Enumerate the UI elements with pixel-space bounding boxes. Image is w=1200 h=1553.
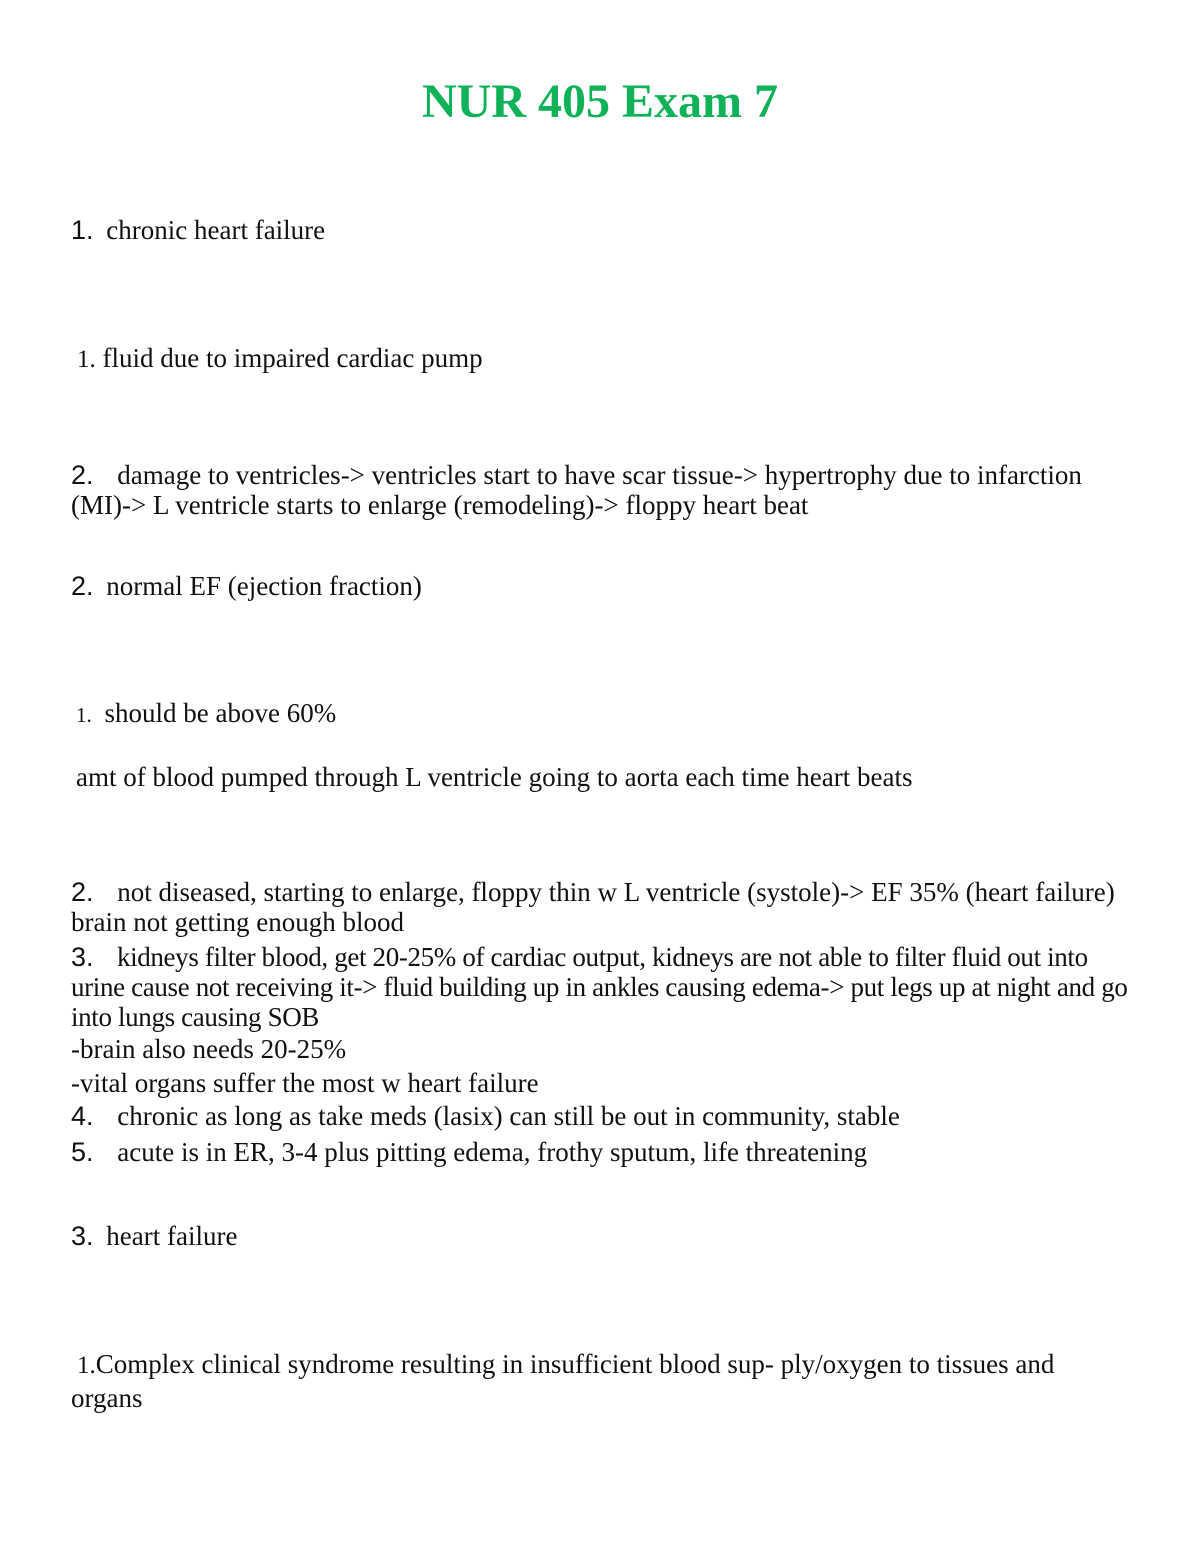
list-item-text: kidneys filter blood, get 20-25% of cardiac output, kidneys are not able to filter fluid out into urine cause not receiving it-> fluid building up in ankles causing edema-> put legs up at night and go into lungs causing SOB bbox=[71, 942, 1128, 1032]
list-number: 1. bbox=[71, 215, 94, 245]
paragraph bbox=[76, 762, 1151, 793]
list-item bbox=[71, 215, 1146, 246]
list-item-text: fluid due to impaired cardiac pump bbox=[102, 343, 483, 373]
list-item bbox=[71, 571, 1146, 602]
list-item bbox=[71, 942, 1146, 1032]
list-number: 3. bbox=[71, 1221, 94, 1251]
list-item bbox=[76, 698, 1151, 731]
list-item-text: acute is in ER, 3-4 plus pitting edema, frothy sputum, life threatening bbox=[117, 1137, 868, 1167]
paragraph-text: amt of blood pumped through L ventricle going to aorta each time heart beats bbox=[76, 762, 913, 792]
list-item-text: not diseased, starting to enlarge, floppy thin w L ventricle (systole)-> EF 35% (heart failure) brain not getting enough blood bbox=[71, 877, 1115, 937]
list-item-text: Complex clinical syndrome resulting in insufficient blood sup- ply/oxygen to tissues and organs bbox=[71, 1349, 1055, 1413]
list-item bbox=[71, 1348, 1081, 1414]
list-item-text: chronic as long as take meds (lasix) can still be out in community, stable bbox=[117, 1101, 900, 1131]
list-number: 1. bbox=[76, 703, 92, 727]
list-item bbox=[77, 343, 1152, 375]
list-item-text: chronic heart failure bbox=[106, 215, 326, 245]
page-title: NUR 405 Exam 7 bbox=[422, 75, 778, 128]
list-number: 4. bbox=[71, 1101, 94, 1131]
list-item-text: heart failure bbox=[106, 1221, 238, 1251]
list-number: 2. bbox=[71, 571, 94, 601]
paragraph-text: -brain also needs 20-25% bbox=[71, 1034, 347, 1064]
list-number: 1. bbox=[77, 1352, 96, 1379]
list-item-text: should be above 60% bbox=[104, 698, 337, 728]
list-number: 3. bbox=[71, 942, 94, 972]
list-number: 1. bbox=[77, 346, 96, 373]
list-item-text: normal EF (ejection fraction) bbox=[106, 571, 422, 601]
paragraph bbox=[71, 1068, 1146, 1099]
list-item bbox=[71, 460, 1146, 520]
list-item bbox=[71, 1137, 1146, 1168]
list-item bbox=[71, 1221, 1146, 1252]
list-number: 2. bbox=[71, 460, 94, 490]
list-number: 2. bbox=[71, 877, 94, 907]
paragraph bbox=[71, 1034, 1146, 1065]
list-item-text: damage to ventricles-> ventricles start to have scar tissue-> hypertrophy due to infarction (MI)-> L ventricle starts to enlarge (remodeling)-> floppy heart beat bbox=[71, 460, 1082, 520]
list-number: 5. bbox=[71, 1137, 94, 1167]
paragraph-text: -vital organs suffer the most w heart failure bbox=[71, 1068, 539, 1098]
list-item bbox=[71, 877, 1161, 937]
list-item bbox=[71, 1101, 1146, 1132]
